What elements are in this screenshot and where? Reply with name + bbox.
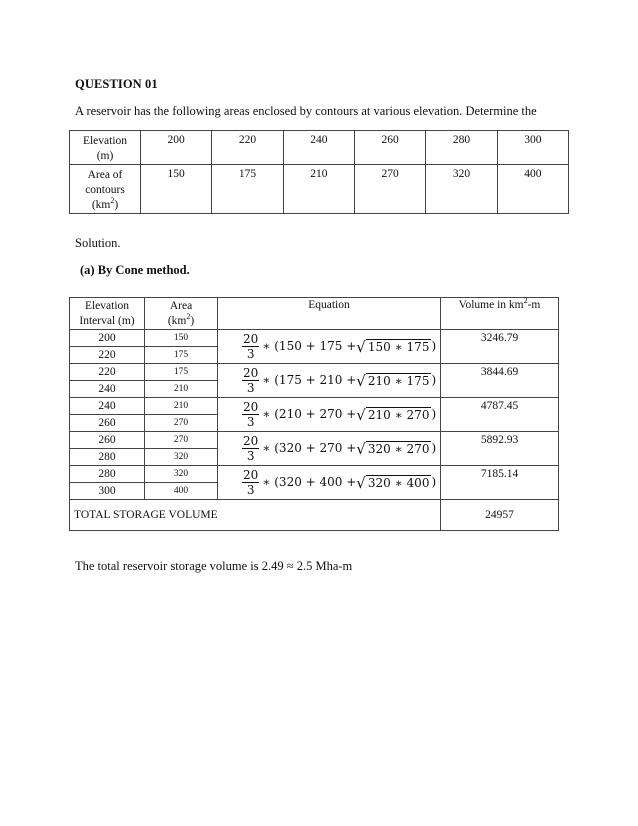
square-root [356, 373, 431, 388]
equation-terms: ∗ (150 + 175 + [262, 339, 357, 353]
interval-row [70, 432, 559, 449]
area-unit [91, 196, 119, 211]
fraction-denominator: 3 [246, 346, 255, 361]
area-header [70, 165, 141, 214]
radicand: 150 ∗ 175 [367, 339, 430, 354]
total-label: TOTAL STORAGE VOLUME [70, 500, 441, 531]
radical-sign: √ [356, 473, 366, 492]
elevation-start: 200 [70, 330, 145, 347]
area-unit-power: 2 [110, 196, 115, 206]
equation-cell [218, 466, 441, 500]
volume-cell: 7185.14 [441, 466, 559, 500]
equation-terms: ∗ (210 + 270 + [262, 407, 357, 421]
fraction-denominator: 3 [246, 448, 255, 463]
fraction-denominator: 3 [246, 414, 255, 429]
equation-cell [218, 330, 441, 364]
elevation-end: 260 [70, 415, 145, 432]
radicand: 320 ∗ 270 [367, 441, 430, 456]
volume-cell: 4787.45 [441, 398, 559, 432]
elevation-cell: 280 [426, 131, 497, 165]
radicand: 210 ∗ 270 [367, 407, 430, 422]
area-start: 320 [145, 466, 218, 483]
total-row [70, 500, 559, 531]
elevation-cell: 260 [354, 131, 425, 165]
conclusion-text: The total reservoir storage volume is 2.49 ≈ 2.5 Mha-m [75, 559, 353, 573]
fraction-numerator: 20 [243, 331, 259, 346]
elevation-start: 260 [70, 432, 145, 449]
interval-row [70, 364, 559, 381]
area-end: 175 [145, 347, 218, 364]
volume-cell: 5892.93 [441, 432, 559, 466]
elevation-header [70, 131, 141, 165]
area-unit-close: ) [114, 199, 119, 211]
elevation-start: 220 [70, 364, 145, 381]
fraction-numerator: 20 [243, 433, 259, 448]
square-root [356, 475, 431, 490]
header-text: -m [527, 299, 541, 311]
radicand: 320 ∗ 400 [367, 475, 430, 490]
volume-header [441, 298, 559, 330]
question-text: A reservoir has the following areas enclosed by contours at various elevation. Determine the [75, 104, 537, 118]
elevation-label: Elevation [82, 135, 128, 147]
elevation-interval-header [70, 298, 145, 330]
area-start: 175 [145, 364, 218, 381]
cone-equation [242, 364, 440, 396]
cone-equation [242, 398, 440, 430]
equation-terms: ∗ (320 + 400 + [262, 475, 357, 489]
cone-equation [242, 432, 440, 464]
elevation-end: 220 [70, 347, 145, 364]
header-text: Volume in km [458, 299, 524, 311]
elevation-end: 280 [70, 449, 145, 466]
elevation-cell: 240 [283, 131, 354, 165]
fraction [242, 468, 259, 497]
interval-row [70, 466, 559, 483]
equation-cell [218, 432, 441, 466]
radical-sign: √ [356, 337, 366, 356]
area-start: 210 [145, 398, 218, 415]
header-text: Area [169, 300, 193, 312]
equation-close: ) [431, 339, 437, 353]
area-label-2: contours [85, 184, 125, 196]
question-heading: QUESTION 01 [75, 77, 158, 91]
equation-header: Equation [218, 298, 441, 330]
area-cell: 210 [283, 165, 354, 214]
equation-close: ) [431, 373, 437, 387]
equation-close: ) [431, 441, 437, 455]
square-root [356, 407, 431, 422]
method-heading: (a) By Cone method. [80, 263, 190, 277]
fraction-denominator: 3 [246, 380, 255, 395]
elevation-cell: 300 [497, 131, 568, 165]
cone-method-table [69, 297, 559, 531]
square-root [356, 339, 431, 354]
radical-sign: √ [356, 371, 366, 390]
area-end: 320 [145, 449, 218, 466]
elevation-unit: (m) [96, 150, 114, 162]
elevation-cell: 200 [141, 131, 212, 165]
fraction [242, 366, 259, 395]
equation-close: ) [431, 475, 437, 489]
given-data-table [69, 130, 569, 214]
area-cell: 320 [426, 165, 497, 214]
area-unit-text: (km [91, 199, 111, 211]
cone-table-body [70, 330, 559, 500]
volume-cell: 3246.79 [441, 330, 559, 364]
equation-terms: ∗ (175 + 210 + [262, 373, 357, 387]
radicand: 210 ∗ 175 [367, 373, 430, 388]
square-root [356, 441, 431, 456]
area-start: 150 [145, 330, 218, 347]
fraction-numerator: 20 [243, 467, 259, 482]
radical-sign: √ [356, 439, 366, 458]
elevation-row [70, 131, 569, 165]
area-start: 270 [145, 432, 218, 449]
elevation-end: 300 [70, 483, 145, 500]
area-end: 400 [145, 483, 218, 500]
volume-cell: 3844.69 [441, 364, 559, 398]
equation-close: ) [431, 407, 437, 421]
area-label: Area of [87, 169, 123, 181]
header-text: (km [167, 315, 187, 327]
fraction-denominator: 3 [246, 482, 255, 497]
fraction-numerator: 20 [243, 365, 259, 380]
area-cell: 175 [212, 165, 283, 214]
equation-cell [218, 364, 441, 398]
elevation-start: 240 [70, 398, 145, 415]
cone-equation [242, 466, 440, 498]
area-cell: 150 [141, 165, 212, 214]
interval-row [70, 398, 559, 415]
fraction [242, 434, 259, 463]
fraction [242, 332, 259, 361]
fraction-numerator: 20 [243, 399, 259, 414]
equation-terms: ∗ (320 + 270 + [262, 441, 357, 455]
area-end: 270 [145, 415, 218, 432]
header-power: 2 [523, 296, 528, 306]
header-text: ) [190, 315, 195, 327]
area-cell: 270 [354, 165, 425, 214]
equation-cell [218, 398, 441, 432]
area-row [70, 165, 569, 214]
header-text: Elevation [84, 300, 130, 312]
solution-label: Solution. [75, 236, 121, 250]
header-text: Interval (m) [79, 315, 135, 327]
elevation-end: 240 [70, 381, 145, 398]
header-power: 2 [186, 312, 191, 322]
fraction [242, 400, 259, 429]
total-value: 24957 [441, 500, 559, 531]
header-row [70, 298, 559, 330]
area-end: 210 [145, 381, 218, 398]
elevation-cell: 220 [212, 131, 283, 165]
interval-row [70, 330, 559, 347]
area-header [145, 298, 218, 330]
elevation-start: 280 [70, 466, 145, 483]
area-cell: 400 [497, 165, 568, 214]
cone-equation [242, 330, 440, 362]
radical-sign: √ [356, 405, 366, 424]
